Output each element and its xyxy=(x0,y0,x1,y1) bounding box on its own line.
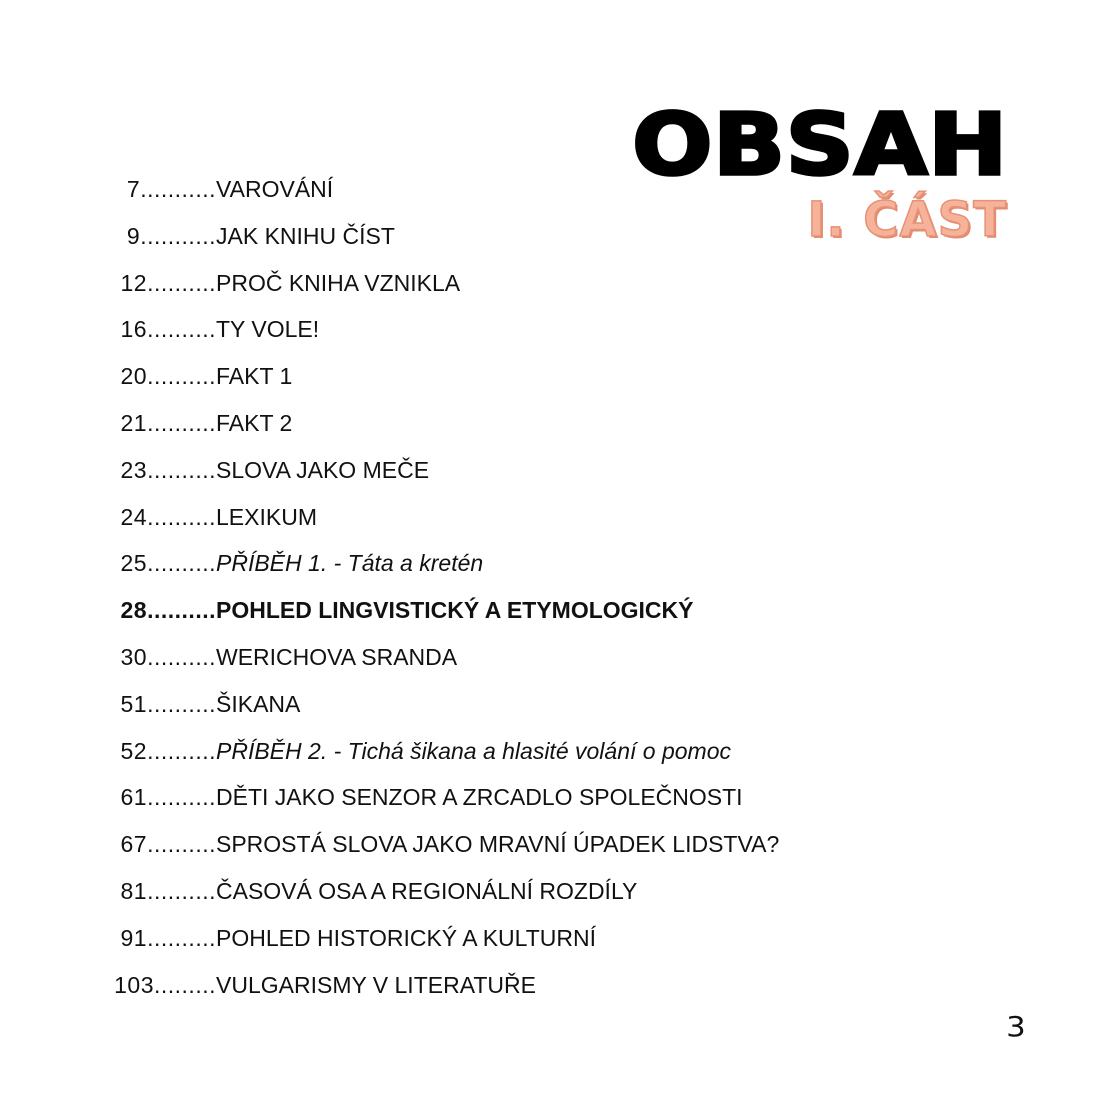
toc-entry xyxy=(0,597,1000,644)
toc-entry-title: PŘÍBĚH 1. - Táta a kretén xyxy=(216,550,484,577)
toc-entry-title: WERICHOVA SRANDA xyxy=(216,643,458,670)
toc-leader-dots: .......... xyxy=(147,737,216,764)
page-number: 3 xyxy=(1006,1010,1026,1043)
toc-leader-dots: .......... xyxy=(147,456,216,483)
toc-entry xyxy=(0,972,1000,1019)
toc-entry xyxy=(0,410,1000,457)
toc-entry xyxy=(0,176,1000,223)
toc-page-number xyxy=(0,363,216,390)
toc-leader-dots: .......... xyxy=(147,503,216,530)
toc-leader-dots: .......... xyxy=(147,363,216,390)
toc-entry-title: FAKT 2 xyxy=(216,409,293,436)
toc-entry xyxy=(0,925,1000,972)
toc-page-number xyxy=(0,738,216,765)
toc-leader-dots: .......... xyxy=(147,316,216,343)
toc-page-number xyxy=(0,223,216,250)
toc-page-number xyxy=(0,644,216,671)
toc-leader-dots: ........... xyxy=(140,176,216,202)
toc-page-number xyxy=(0,784,216,811)
toc-entry-title: PŘÍBĚH 2. - Tichá šikana a hlasité volání o pomoc xyxy=(216,737,731,764)
toc-entry xyxy=(0,878,1000,925)
toc-page-number xyxy=(0,270,216,297)
toc-entry-title: TY VOLE! xyxy=(216,316,320,343)
toc-page-number-text: 103 xyxy=(114,971,154,998)
toc-page-number-text: 16 xyxy=(120,316,148,343)
toc-entry-title: DĚTI JAKO SENZOR A ZRCADLO SPOLEČNOSTI xyxy=(216,784,743,811)
toc-page-number-text: 9 xyxy=(126,222,141,249)
toc-entry-title: POHLED HISTORICKÝ A KULTURNÍ xyxy=(216,924,597,951)
toc-page-number-text: 61 xyxy=(120,784,148,811)
toc-leader-dots: .......... xyxy=(147,690,216,717)
toc-entry xyxy=(0,270,1000,317)
toc-leader-dots: .......... xyxy=(147,269,216,296)
toc-page-number xyxy=(0,831,216,858)
page-title: OBSAH xyxy=(632,96,1008,195)
toc-entry xyxy=(0,738,1000,785)
toc-page-number-text: 91 xyxy=(120,924,148,951)
toc-page-number-text: 21 xyxy=(120,409,148,436)
toc-entry-title: ČASOVÁ OSA A REGIONÁLNÍ ROZDÍLY xyxy=(216,877,638,904)
toc-leader-dots: .......... xyxy=(147,409,216,436)
toc-leader-dots: .......... xyxy=(147,784,216,811)
toc-page-number-text: 23 xyxy=(120,456,148,483)
toc-entry-title: SLOVA JAKO MEČE xyxy=(216,456,430,483)
toc-leader-dots: .......... xyxy=(147,924,216,951)
toc-entry xyxy=(0,363,1000,410)
toc-page-number xyxy=(0,550,216,577)
toc-page-number xyxy=(0,878,216,905)
toc-entry xyxy=(0,504,1000,551)
toc-leader-dots: ........... xyxy=(140,222,216,249)
toc-entry-title: VULGARISMY V LITERATUŘE xyxy=(216,971,536,998)
toc-page-number-text: 20 xyxy=(120,363,148,390)
toc-entry xyxy=(0,223,1000,270)
toc-entry xyxy=(0,457,1000,504)
toc-entry-title: PROČ KNIHA VZNIKLA xyxy=(216,269,461,296)
toc-page-number-text: 28 xyxy=(120,597,148,624)
toc-entry-title: POHLED LINGVISTICKÝ A ETYMOLOGICKÝ xyxy=(216,597,694,624)
toc-entry-title: JAK KNIHU ČÍST xyxy=(216,222,395,249)
toc-page-number-text: 52 xyxy=(120,737,148,764)
toc-page-number xyxy=(0,504,216,531)
toc-page-number-text: 24 xyxy=(120,503,148,530)
toc-page-number xyxy=(0,597,216,624)
toc-entry xyxy=(0,784,1000,831)
toc-page-number-text: 67 xyxy=(120,831,148,858)
toc-page-number xyxy=(0,691,216,718)
toc-entry-title: LEXIKUM xyxy=(216,503,317,530)
toc-entry-title: VAROVÁNÍ xyxy=(216,176,334,202)
toc-leader-dots: .......... xyxy=(147,877,216,904)
toc-page-number-text: 7 xyxy=(126,176,141,202)
toc-page-number xyxy=(0,176,216,203)
toc-leader-dots: .......... xyxy=(147,643,216,670)
toc-leader-dots: .......... xyxy=(147,831,216,858)
toc-leader-dots: .......... xyxy=(147,550,216,577)
section-subtitle: I. ČÁST xyxy=(807,192,1007,248)
toc-page-number xyxy=(0,457,216,484)
toc-entry xyxy=(0,550,1000,597)
toc-page-number-text: 81 xyxy=(120,877,148,904)
toc-page-number xyxy=(0,925,216,952)
toc-entry-title: SPROSTÁ SLOVA JAKO MRAVNÍ ÚPADEK LIDSTVA? xyxy=(216,831,780,858)
table-of-contents xyxy=(0,176,1000,1018)
toc-page-number-text: 51 xyxy=(120,690,148,717)
toc-page-number xyxy=(0,316,216,343)
toc-page-number xyxy=(0,972,216,999)
toc-leader-dots: ......... xyxy=(153,971,216,998)
toc-page-number-text: 30 xyxy=(120,643,148,670)
toc-leader-dots: .......... xyxy=(147,597,216,624)
toc-entry-title: FAKT 1 xyxy=(216,363,293,390)
toc-entry xyxy=(0,316,1000,363)
toc-entry xyxy=(0,691,1000,738)
toc-entry xyxy=(0,644,1000,691)
toc-page-number-text: 12 xyxy=(120,269,148,296)
toc-page-number-text: 25 xyxy=(120,550,148,577)
toc-entry-title: ŠIKANA xyxy=(216,690,301,717)
toc-page-number xyxy=(0,410,216,437)
toc-entry xyxy=(0,831,1000,878)
